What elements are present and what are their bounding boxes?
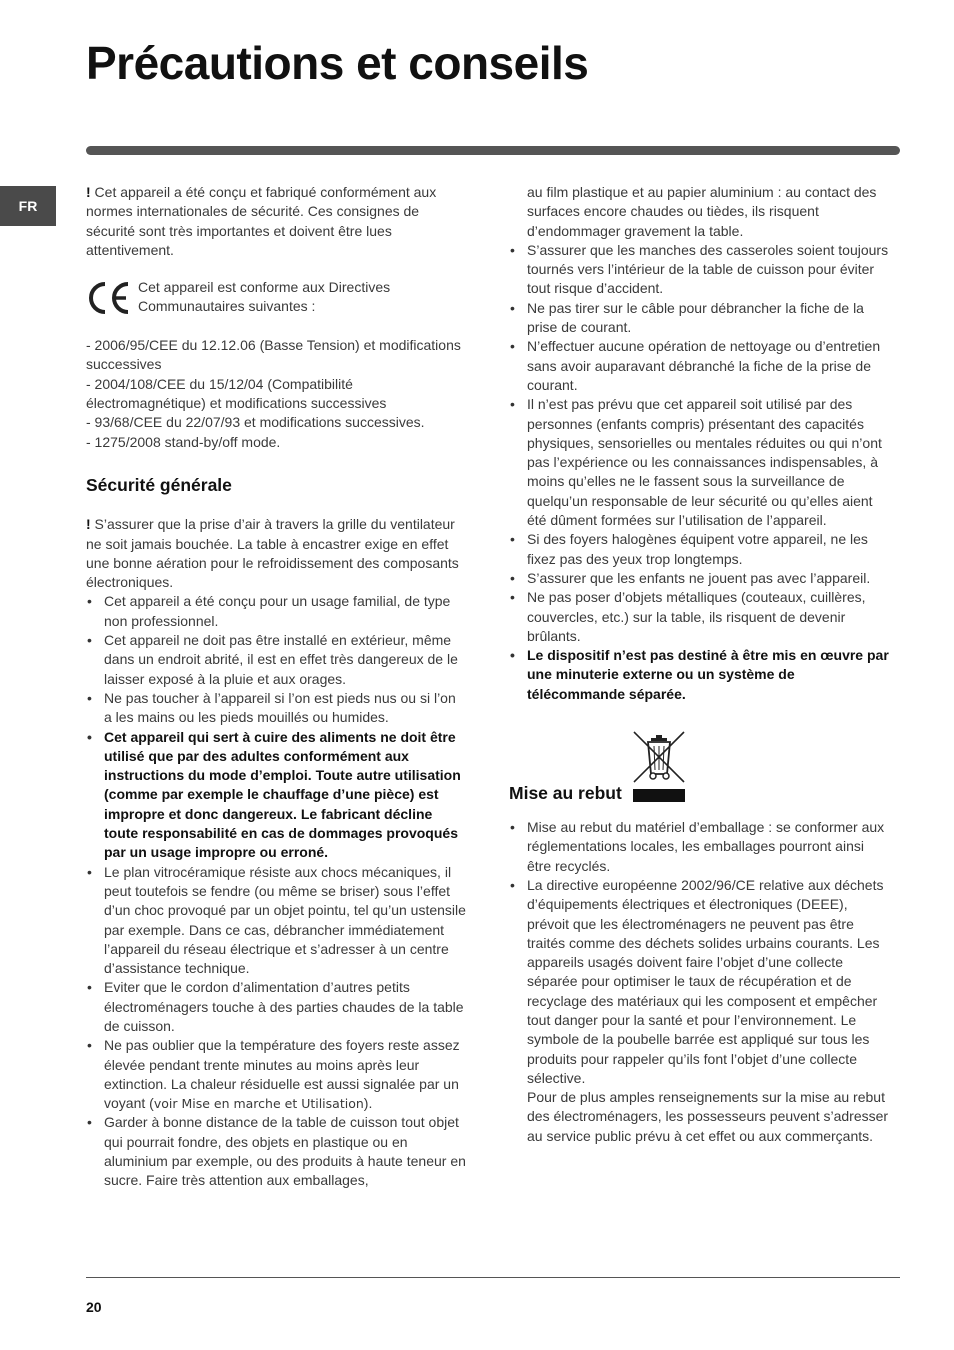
list-item: • S’assurer que les enfants ne jouent pas avec l’appareil. xyxy=(509,569,891,588)
section-heading-disposal: Mise au rebut xyxy=(509,783,622,804)
directive-item: - 2004/108/CEE du 15/12/04 (Compatibilité électromagnétique) et modifications successives xyxy=(86,375,387,412)
intro-paragraph: ! Cet appareil a été conçu et fabriqué conformément aux normes internationales de sécurité. Ces consignes de sécurité sont très importantes et doivent être lues attentivement. xyxy=(86,184,437,258)
safety-intro: ! S’assurer que la prise d’air à travers la grille du ventilateur ne soit jamais bouchée. La table à encastrer exige en effet une bonne aération pour le refroidissement des composants électroniques. xyxy=(86,516,459,591)
title-divider xyxy=(86,146,900,155)
footer-divider xyxy=(86,1277,900,1278)
list-item: • Le plan vitrocéramique résiste aux chocs mécaniques, il peut toutefois se fendre (ou même se briser) sous l’effet d’un choc provoqué par un objet pointu, tel qu’un ustensile par exemple. Dans ce cas, débrancher immédiatement l’appareil du réseau électrique et s’adresser à un centre d’assistance technique. xyxy=(86,863,466,979)
left-column xyxy=(86,183,466,1191)
list-item: • Mise au rebut du matériel d’emballage : se conformer aux réglementations locales, les emballages pourront ainsi être recyclés. xyxy=(509,818,891,876)
list-item-emphasis: • Cet appareil qui sert à cuire des aliments ne doit être utilisé que par des adultes conformément aux instructions du mode d’emploi. Toute autre utilisation (comme par exemple le chauffage d’une pièce) est impropre et donc dangereux. Le fabricant décline toute responsabilité en cas de dommages provoqués par un usage impropre ou erroné. xyxy=(86,728,466,863)
weee-bar xyxy=(633,789,685,802)
disposal-header xyxy=(509,720,891,818)
list-item: • Ne pas toucher à l’appareil si l’on est pieds nus ou si l’on a les mains ou les pieds mouillés ou humides. xyxy=(86,689,466,728)
safety-list-continued xyxy=(509,241,891,704)
crossed-bin-icon xyxy=(631,730,687,784)
list-item: • N’effectuer aucune opération de nettoyage ou d’entretien sans avoir auparavant débranché la fiche de la prise de courant. xyxy=(509,337,891,395)
section-heading-safety: Sécurité générale xyxy=(86,474,232,495)
page-title: Précautions et conseils xyxy=(86,37,589,89)
list-item: • Si des foyers halogènes équipent votre appareil, ne les fixez pas des yeux trop longtemps. xyxy=(509,530,891,569)
list-item: • Ne pas tirer sur le câble pour débrancher la fiche de la prise de courant. xyxy=(509,299,891,338)
ce-compliance xyxy=(86,278,466,318)
list-item: • Garder à bonne distance de la table de cuisson tout objet qui pourrait fondre, des objets en plastique ou en aluminium par exemple, ou des produits à haute teneur en sucre. Faire très attention aux emballages, xyxy=(86,1113,466,1190)
list-item: • Ne pas oublier que la température des foyers reste assez élevée pendant trente minutes au moins après leur extinction. La chaleur résiduelle est aussi signalée par un voyant (voir Mise en marche et Utilisation). xyxy=(86,1036,466,1113)
ce-mark-icon xyxy=(86,278,134,318)
directive-item: - 1275/2008 stand-by/off mode. xyxy=(86,433,281,450)
list-item: • Cet appareil ne doit pas être installé en extérieur, même dans un endroit abrité, il est en effet très dangereux de le laisser exposé à la pluie et aux orages. xyxy=(86,631,466,689)
list-item: • Cet appareil a été conçu pour un usage familial, de type non professionnel. xyxy=(86,592,466,631)
right-column xyxy=(509,183,891,1146)
list-item: • Ne pas poser d’objets métalliques (couteaux, cuillères, couvercles, etc.) sur la table, ils risquent de devenir brûlants. xyxy=(509,588,891,646)
page-number: 20 xyxy=(86,1299,102,1315)
directive-item: - 2006/95/CEE du 12.12.06 (Basse Tension) et modifications successives xyxy=(86,337,461,373)
continued-text: au film plastique et au papier aluminium : au contact des surfaces encore chaudes ou tièdes, ils risquent d’endommager gravement la table. xyxy=(527,184,877,239)
ce-text: Cet appareil est conforme aux Directives Communautaires suivantes : xyxy=(138,279,391,315)
disposal-list xyxy=(509,818,891,1088)
list-item: • Eviter que le cordon d’alimentation d’autres petits électroménagers touche à des parties chaudes de la table de cuisson. xyxy=(86,978,466,1036)
list-item: • La directive européenne 2002/96/CE relative aux déchets d’équipements électriques et électroniques (DEEE), prévoit que les électroménagers ne peuvent pas être traités comme des déchets solides urbains courants. Les appareils usagés doivent faire l’objet d’une collecte séparée pour optimiser le taux de récupération et de recyclage des matériaux qui les composent et empêcher tout danger pour la santé et pour l’environnement. Le symbole de la poubelle barrée est appliqué sur tous les produits pour rappeler qu’ils font l’objet d’une collecte sélective. xyxy=(509,876,891,1088)
list-item-emphasis: • Le dispositif n’est pas destiné à être mis en œuvre par une minuterie externe ou un système de télécommande séparée. xyxy=(509,646,891,704)
disposal-note: Pour de plus amples renseignements sur la mise au rebut des électroménagers, les possesseurs peuvent s’adresser au service public prévu à cet effet ou aux commerçants. xyxy=(527,1089,889,1144)
warning-mark: ! xyxy=(86,184,91,200)
warning-mark: ! xyxy=(86,516,91,533)
directive-item: - 93/68/CEE du 22/07/93 et modifications successives. xyxy=(86,414,425,431)
language-tab: FR xyxy=(0,186,56,226)
list-item: • S’assurer que les manches des casseroles soient toujours tournés vers l’intérieur de la table de cuisson pour éviter tout risque d’accident. xyxy=(509,241,891,299)
safety-list xyxy=(86,592,466,1190)
cross-reference: voir Mise en marche et Utilisation xyxy=(153,1096,364,1112)
list-item: • Il n’est pas prévu que cet appareil soit utilisé par des personnes (enfants compris) présentant des capacités physiques, sensorielles ou mentales réduites ou qui n’ont pas l’expérience ou les connaissances indispensables, à moins qu’elles ne le fassent sous la surveillance de quelqu’un responsable de leur sécurité ou qu’elles aient été dûment formées sur l’utilisation de l’appareil. xyxy=(509,395,891,530)
